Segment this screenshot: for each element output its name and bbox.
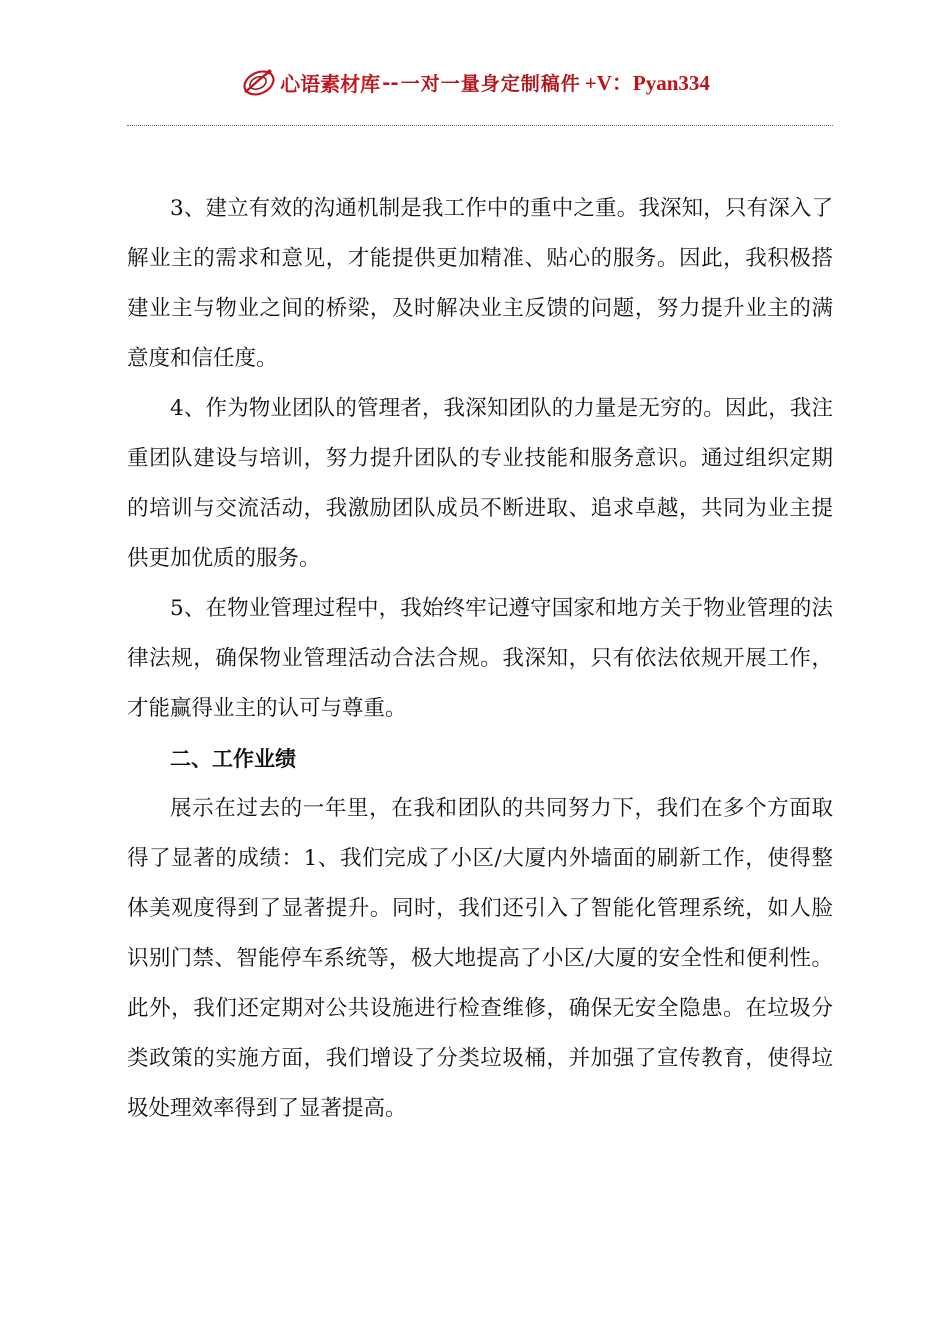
header-contact: +V：Pyan334 <box>584 71 710 95</box>
document-body <box>127 184 833 1134</box>
header-tagline: 一对一量身定制稿件 <box>400 72 581 95</box>
achievement-paragraph: 展示在过去的一年里，在我和团队的共同努力下，我们在多个方面取得了显著的成绩：1、我们完成了小区/大厦内外墙面的刷新工作，使得整体美观度得到了显著提升。同时，我们还引入了智能化管理系统，如人脸识别门禁、智能停车系统等，极大地提高了小区/大厦的安全性和便利性。此外，我们还定期对公共设施进行检查维修，确保无安全隐患。在垃圾分类政策的实施方面，我们增设了分类垃圾桶，并加强了宣传教育，使得垃圾处理效率得到了显著提高。 <box>127 796 833 1121</box>
page-header <box>0 62 950 102</box>
site-name: 心语素材库 <box>280 71 381 96</box>
paragraph-item-3: 3、建立有效的沟通机制是我工作中的重中之重。我深知，只有深入了解业主的需求和意见，才能提供更加精准、贴心的服务。因此，我积极搭建业主与物业之间的桥梁，及时解决业主反馈的问题，努力提升业主的满意度和信任度。 <box>127 196 833 371</box>
paragraph-item-5: 5、在物业管理过程中，我始终牢记遵守国家和地方关于物业管理的法律法规，确保物业管理活动合法合规。我深知，只有依法依规开展工作，才能赢得业主的认可与尊重。 <box>127 596 833 721</box>
red-swirl-logo-icon <box>240 63 278 101</box>
paragraph-item-4: 4、作为物业团队的管理者，我深知团队的力量是无穷的。因此，我注重团队建设与培训，努力提升团队的专业技能和服务意识。通过组织定期的培训与交流活动，我激励团队成员不断进取、追求卓越，共同为业主提供更加优质的服务。 <box>127 396 833 571</box>
header-divider <box>127 125 833 126</box>
header-separator: -- <box>382 70 399 94</box>
section-heading: 二、工作业绩 <box>170 747 297 771</box>
